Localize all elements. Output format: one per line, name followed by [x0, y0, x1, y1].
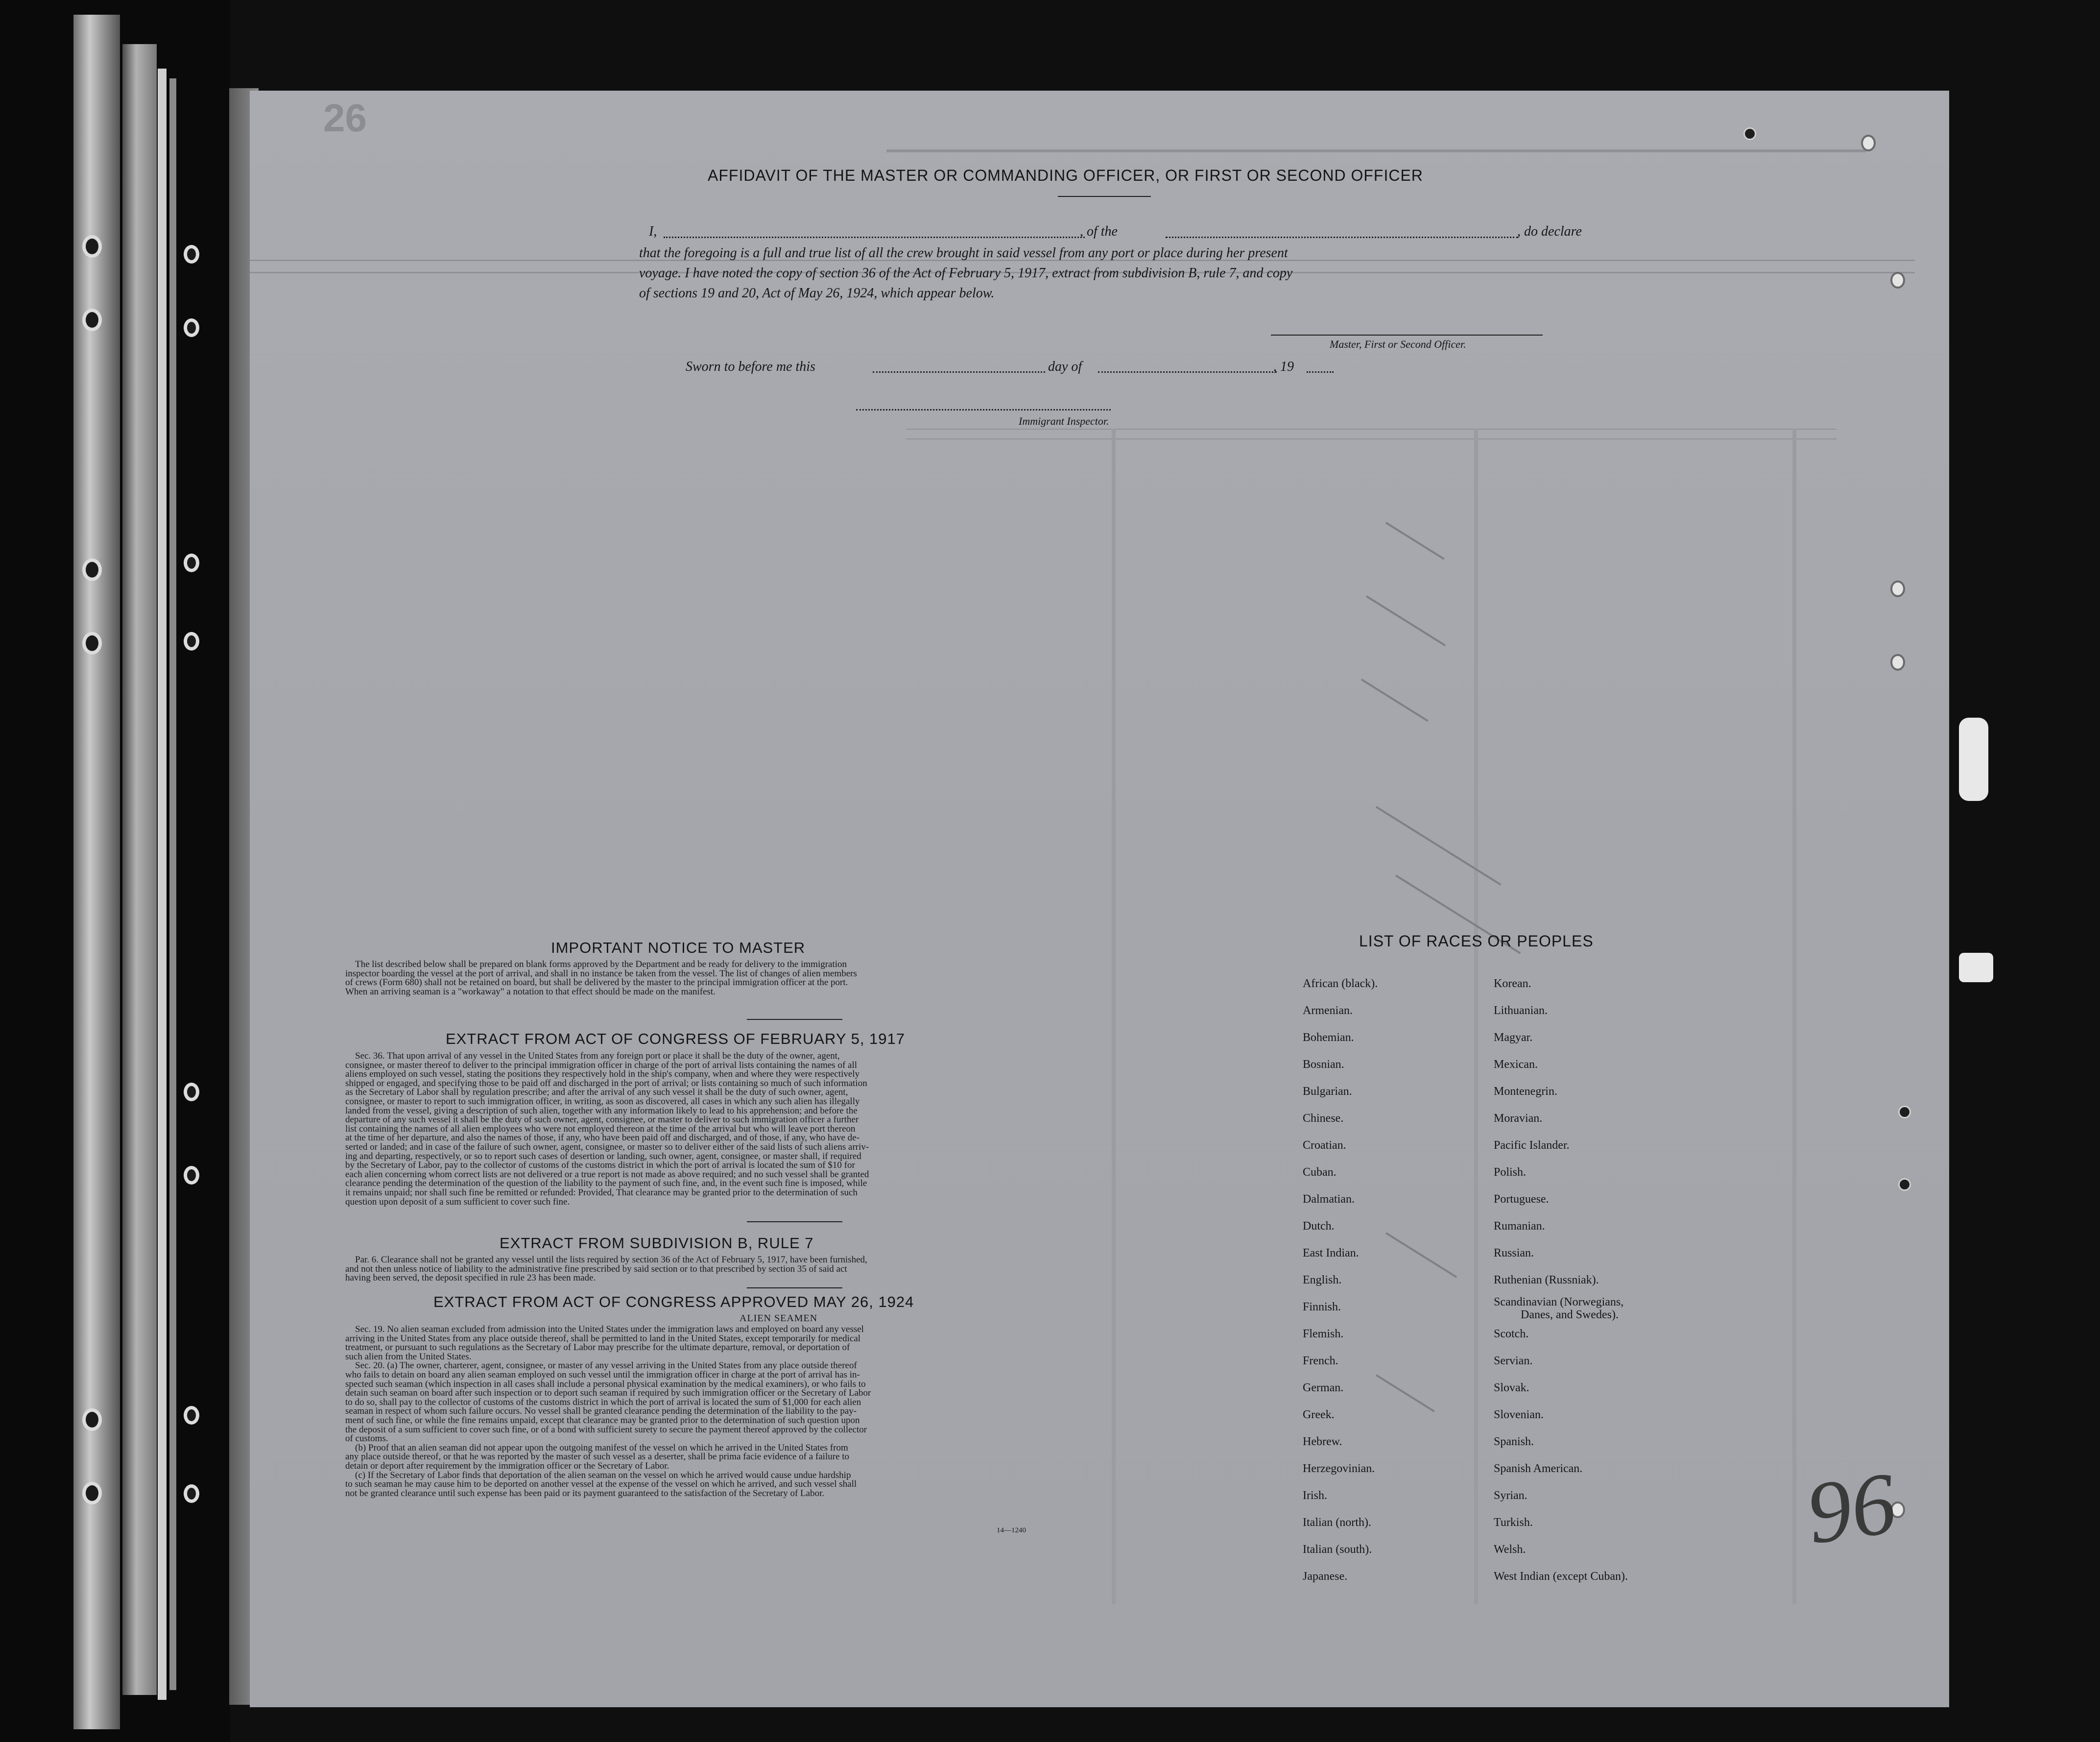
extract-line: aliens employed on such vessel, stating the positions they respectively hold in the ship's company, when and where they were respectively: [345, 1069, 860, 1080]
extract-line: as the Secretary of Labor shall by regulation prescribe; and after the arrival of any such vessel it shall be the duty of such owner, agent,: [345, 1087, 848, 1098]
punch-hole: [1890, 654, 1905, 671]
ink-mark: [1376, 806, 1502, 885]
paper-tab: [1959, 953, 1993, 982]
race-item: Japanese.: [1303, 1570, 1348, 1583]
extract-line: not be granted clearance until such expense has been paid or its payment guaranteed to the satisfaction of the Secretary of Labor.: [345, 1488, 825, 1499]
punch-hole: [1861, 135, 1876, 151]
race-item: Scotch.: [1494, 1328, 1529, 1340]
spine-edge: [158, 69, 167, 1700]
race-item: Russian.: [1494, 1247, 1534, 1259]
notice-line: The list described below shall be prepared on blank forms approved by the Department and be ready for delivery to the immigration: [355, 959, 847, 969]
extract-line: seaman in respect of whom such failure occurs. No vessel shall be granted clearance pending the determination of the liability to the pay-: [345, 1406, 857, 1417]
extract-line: serted or landed; and in case of the failure of such owner, agent, consignee, or master so to deliver either of the said lists of such aliens arriv-: [345, 1141, 869, 1152]
inspector-signature-line: [856, 409, 1111, 411]
affidavit-line-3: voyage. I have noted the copy of section 36 of the Act of February 5, 1917, extract from subdivision B, rule 7, and copy: [639, 266, 1293, 281]
sworn-month-blank: [1098, 371, 1277, 373]
extract-1924-title: EXTRACT FROM ACT OF CONGRESS APPROVED MAY 26, 1924: [433, 1293, 914, 1310]
extract-line: to do so, shall pay to the collector of customs of the customs district in which the port of arrival is located the sum of $1,000 for each alien: [345, 1397, 861, 1407]
extract-line: Sec. 19. No alien seaman excluded from admission into the United States under the immigration laws and employed on board any vessel: [355, 1324, 864, 1334]
extract-line: (c) If the Secretary of Labor finds that deportation of the alien seaman on the vessel on which he arrived would cause undue hardship: [355, 1470, 851, 1480]
punch-hole: [184, 632, 199, 651]
extract-line: having been served, the deposit specified in rule 23 has been made.: [345, 1273, 596, 1283]
race-item: Slovenian.: [1494, 1408, 1544, 1421]
race-item: Dalmatian.: [1303, 1193, 1355, 1206]
race-item: Mexican.: [1494, 1058, 1538, 1071]
extract-line: landed from the vessel, giving a description of such alien, together with any information likely to lead to his apprehension; and before the: [345, 1105, 858, 1116]
extract-line: detain or deport after requirement by the immigration officer or the Secretary of Labor.: [345, 1460, 669, 1471]
race-item: Hebrew.: [1303, 1435, 1342, 1448]
extract-line: consignee, or master thereof to deliver to the principal immigration officer in charge of the port of arrival lists containing the names of all: [345, 1060, 858, 1070]
punch-hole: [1898, 1178, 1911, 1191]
race-item: Croatian.: [1303, 1139, 1346, 1152]
race-item: Portuguese.: [1494, 1193, 1549, 1206]
race-item: Slovak.: [1494, 1381, 1529, 1394]
race-item: Chinese.: [1303, 1112, 1344, 1125]
extract-line: question upon deposit of a sum sufficient to cover such fine.: [345, 1196, 570, 1207]
handwritten-number: 96: [1801, 1453, 1902, 1563]
spine-left: [73, 15, 120, 1729]
extract-line: detain such seaman on board after such inspection or to deport such seaman if required by such immigration officer or the Secretary of Labor: [345, 1388, 871, 1399]
document-page: [250, 91, 1949, 1707]
extract-line: treatment, or pursuant to such regulations as the Secretary of Labor may prescribe for the ultimate departure, removal, or deportation of: [345, 1342, 850, 1353]
ink-mark: [1361, 678, 1429, 722]
extract-line: any place outside thereof, or that he was reported by the master of such vessel as a deserter, shall be prima facie evidence of a failure to: [345, 1452, 850, 1462]
spine-edge-dark: [169, 78, 176, 1690]
extract-line: shipped or engaged, and specifying those to be paid off and discharged in the port of arrival; or lists containing so much of such information: [345, 1078, 867, 1089]
race-item: African (black).: [1303, 977, 1378, 990]
sworn-date-blank: [873, 371, 1045, 373]
bleed-through-column: [1792, 429, 1796, 1604]
race-item: Turkish.: [1494, 1516, 1533, 1529]
punch-hole: [1890, 581, 1905, 597]
sworn-prefix: Sworn to before me this: [686, 359, 815, 374]
race-item: Magyar.: [1494, 1031, 1533, 1044]
notice-line: inspector boarding the vessel at the port of arrival, and shall in no instance be taken from the vessel. The list of changes of alien members: [345, 968, 857, 979]
punch-hole: [82, 1482, 102, 1504]
race-item: Dutch.: [1303, 1220, 1335, 1233]
ink-mark: [1366, 595, 1446, 646]
corner-stamp-number: 26: [323, 96, 367, 140]
race-item: Irish.: [1303, 1489, 1327, 1502]
sworn-year-blank: [1307, 371, 1334, 373]
spine-middle: [122, 44, 157, 1695]
affidavit-declare: , do declare: [1517, 224, 1582, 239]
race-item: Armenian.: [1303, 1004, 1353, 1017]
extract-line: and not then unless notice of liability to the administrative fine prescribed by said section or to that prescribed by section 35 of said act: [345, 1263, 847, 1274]
extract-line: Par. 6. Clearance shall not be granted any vessel until the lists required by section 36 of the Act of February 5, 1917, have been furnished,: [355, 1255, 867, 1265]
extract-1917-title: EXTRACT FROM ACT OF CONGRESS OF FEBRUARY 5, 1917: [446, 1030, 906, 1047]
vessel-blank: [1166, 237, 1518, 238]
punch-hole: [184, 1406, 199, 1425]
extract-line: (b) Proof that an alien seaman did not appear upon the outgoing manifest of the vessel on which he arrived in the United States from: [355, 1442, 848, 1453]
race-item: Italian (north).: [1303, 1516, 1371, 1529]
punch-hole: [1890, 272, 1905, 289]
race-item: Welsh.: [1494, 1543, 1526, 1556]
bleed-through-line: [886, 149, 1866, 152]
race-item: West Indian (except Cuban).: [1494, 1570, 1628, 1583]
extract-line: such alien from the United States.: [345, 1351, 472, 1362]
punch-hole: [184, 1083, 199, 1101]
punch-hole: [184, 318, 199, 337]
race-item: Servian.: [1494, 1355, 1533, 1367]
extract-line: by the Secretary of Labor, pay to the collector of customs of the customs district in which the port of arrival is located the sum of $10 for: [345, 1160, 855, 1171]
race-item: Spanish.: [1494, 1435, 1534, 1448]
punch-hole: [184, 554, 199, 572]
inspector-label: Immigrant Inspector.: [1019, 415, 1109, 427]
punch-hole: [184, 245, 199, 264]
extract-line: spected such seaman (which inspection in all cases shall include a personal physical examination by the medical examiners), or who fails to: [345, 1379, 866, 1389]
race-item: Polish.: [1494, 1166, 1527, 1179]
extract-line: arriving in the United States from any place outside thereof, shall be permitted to land in the United States, except temporarily for medical: [345, 1333, 861, 1344]
punch-hole: [82, 235, 102, 258]
affidavit-of-the: , of the: [1080, 224, 1118, 239]
extract-1917-text: [345, 1052, 1305, 1207]
affidavit-line-2: that the foregoing is a full and true list of all the crew brought in said vessel from any port or place during her present: [639, 245, 1288, 261]
race-item: Bulgarian.: [1303, 1085, 1352, 1098]
race-item: Lithuanian.: [1494, 1004, 1548, 1017]
extract-line: it remains unpaid; nor shall such fine be remitted or refunded: Provided, That clearance may be granted prior to the determination of such: [345, 1187, 858, 1198]
race-item: Bosnian.: [1303, 1058, 1344, 1071]
divider: [747, 1019, 842, 1020]
extract-line: clearance pending the determination of the question of the liability to the payment of such fine, and, in the event such fine is imposed, while: [345, 1178, 867, 1189]
race-item: East Indian.: [1303, 1247, 1359, 1259]
notice-line: When an arriving seaman is a "workaway" a notation to that effect should be made on the manifest.: [345, 986, 716, 997]
ink-mark: [1385, 1232, 1457, 1278]
race-item: Moravian.: [1494, 1112, 1543, 1125]
divider: [1058, 196, 1151, 197]
race-item: Spanish American.: [1494, 1462, 1583, 1475]
ink-mark: [1385, 522, 1445, 560]
divider: [747, 1221, 842, 1222]
extract-line: who fails to detain on board any alien seaman employed on such vessel until the immigration officer in charge at the port of arrival has in-: [345, 1369, 860, 1380]
extract-rule7-title: EXTRACT FROM SUBDIVISION B, RULE 7: [500, 1234, 814, 1252]
sworn-year: , 19: [1273, 359, 1294, 374]
extract-rule7-text: [345, 1256, 1305, 1283]
punch-hole: [1898, 1106, 1911, 1118]
race-item: Greek.: [1303, 1408, 1335, 1421]
bleed-through-line: [906, 429, 1837, 430]
notice-text: [345, 960, 1305, 996]
race-item-continued: Danes, and Swedes).: [1521, 1308, 1619, 1321]
extract-line: consignee, or master to report to such immigration officer, in writing, as soon as discovered, all cases in which any such alien has illegally: [345, 1096, 860, 1107]
bleed-through-line: [906, 438, 1837, 439]
race-item: Finnish.: [1303, 1301, 1341, 1313]
punch-hole: [82, 558, 102, 581]
race-item: Rumanian.: [1494, 1220, 1545, 1233]
races-title: LIST OF RACES OR PEOPLES: [1359, 932, 1594, 950]
punch-hole: [1743, 127, 1756, 140]
punch-hole: [184, 1484, 199, 1503]
punch-hole: [82, 309, 102, 331]
race-item: Syrian.: [1494, 1489, 1527, 1502]
extract-line: of customs.: [345, 1433, 388, 1444]
race-item: German.: [1303, 1381, 1344, 1394]
extract-1924-text: [345, 1325, 1305, 1498]
notice-line: of crews (Form 680) shall not be retained on board, but shall be delivered by the master to the principal immigration officer at the port.: [345, 977, 848, 988]
divider: [747, 1287, 842, 1288]
form-number: 14—1240: [997, 1526, 1026, 1534]
bleed-through-column: [1474, 429, 1478, 1604]
punch-hole: [184, 1166, 199, 1185]
punch-hole: [82, 632, 102, 654]
binding-strip: [0, 0, 230, 1742]
paper-tab: [1959, 718, 1988, 801]
extract-line: Sec. 36. That upon arrival of any vessel in the United States from any foreign port or place it shall be the duty of the owner, agent,: [355, 1051, 840, 1061]
race-item: Italian (south).: [1303, 1543, 1372, 1556]
race-item: Montenegrin.: [1494, 1085, 1557, 1098]
extract-line: to such seaman he may cause him to be deported on another vessel at the expense of the vessel on which he arrived, and such vessel shall: [345, 1479, 857, 1490]
extract-line: at the time of her departure, and also the names of those, if any, who have been paid off and discharged, and of those, if any, who have de-: [345, 1133, 859, 1143]
extract-line: each alien concerning whom correct lists are not delivered or a true report is not made as above required; and no such vessel shall be granted: [345, 1169, 869, 1180]
master-signature-line: [1271, 335, 1543, 336]
race-item: Bohemian.: [1303, 1031, 1354, 1044]
affidavit-i: I,: [649, 224, 657, 239]
master-label: Master, First or Second Officer.: [1330, 338, 1466, 350]
affidavit-line-4: of sections 19 and 20, Act of May 26, 1924, which appear below.: [639, 286, 995, 301]
race-item: Korean.: [1494, 977, 1531, 990]
race-item: Flemish.: [1303, 1328, 1344, 1340]
name-blank: [664, 237, 1085, 238]
ink-mark: [1376, 1374, 1435, 1412]
punch-hole: [82, 1408, 102, 1431]
sworn-day-of: day of: [1048, 359, 1082, 374]
race-item: Scandinavian (Norwegians,: [1494, 1296, 1624, 1308]
notice-title: IMPORTANT NOTICE TO MASTER: [551, 939, 806, 956]
race-item: French.: [1303, 1355, 1338, 1367]
race-item: Cuban.: [1303, 1166, 1336, 1179]
affidavit-title: AFFIDAVIT OF THE MASTER OR COMMANDING OFFICER, OR FIRST OR SECOND OFFICER: [708, 167, 1423, 184]
race-item: English.: [1303, 1274, 1342, 1286]
extract-line: ing and departing, respectively, or so to report such cases of desertion or landing, such owner, agent, consignee, or master shall, if required: [345, 1151, 861, 1161]
race-item: Pacific Islander.: [1494, 1139, 1570, 1152]
extract-line: ment of such fine, or while the fine remains unpaid, except that clearance may be granted prior to the determination of such question upon: [345, 1415, 860, 1426]
alien-seamen-subtitle: ALIEN SEAMEN: [740, 1313, 818, 1324]
race-item: Herzegovinian.: [1303, 1462, 1375, 1475]
extract-line: departure of any such vessel it shall be the duty of such owner, agent, consignee, or master to deliver to such immigration officer a further: [345, 1114, 859, 1125]
extract-line: Sec. 20. (a) The owner, charterer, agent, consignee, or master of any vessel arriving in the United States from any place outside thereof: [355, 1360, 857, 1371]
extract-line: the deposit of a sum sufficient to cover such fine, or of a bond with sufficient surety to secure the payment thereof approved by the collector: [345, 1424, 867, 1435]
race-item: Ruthenian (Russniak).: [1494, 1274, 1599, 1286]
extract-line: list containing the names of all alien employees who were not employed thereon at the time of the arrival but who will leave port thereon: [345, 1123, 856, 1134]
